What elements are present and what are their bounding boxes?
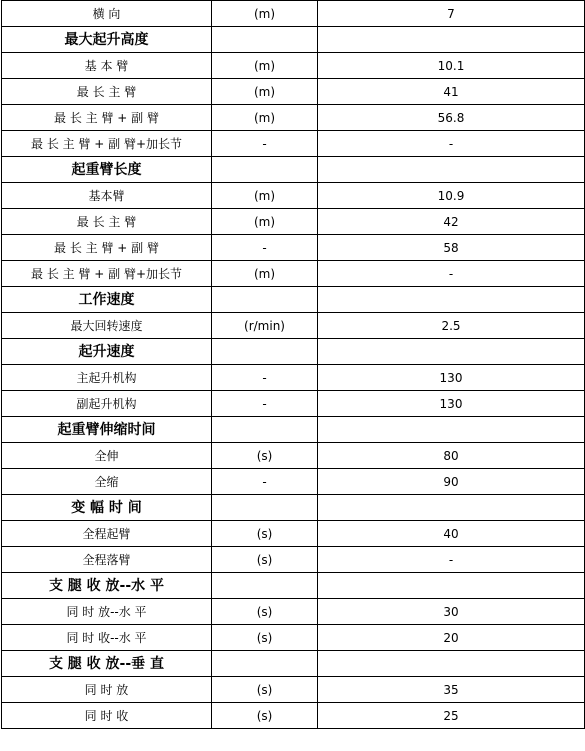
cell-label: 最 长 主 臂 + 副 臂+加长节 xyxy=(2,131,212,157)
section-header-row xyxy=(2,157,585,183)
cell-unit: (s) xyxy=(212,677,318,703)
cell-label: 最大回转速度 xyxy=(2,313,212,339)
table-row xyxy=(2,547,585,573)
cell-unit xyxy=(212,417,318,443)
table-row xyxy=(2,261,585,287)
cell-label: 基本臂 xyxy=(2,183,212,209)
table-row xyxy=(2,131,585,157)
cell-value: 80 xyxy=(318,443,585,469)
cell-unit: (s) xyxy=(212,521,318,547)
cell-label: 最 长 主 臂 + 副 臂 xyxy=(2,235,212,261)
cell-value: 35 xyxy=(318,677,585,703)
cell-unit xyxy=(212,495,318,521)
cell-unit: (m) xyxy=(212,209,318,235)
cell-label: 同 时 放 xyxy=(2,677,212,703)
table-row xyxy=(2,625,585,651)
spec-table-body xyxy=(2,1,585,729)
cell-value: 20 xyxy=(318,625,585,651)
cell-value xyxy=(318,573,585,599)
table-row xyxy=(2,521,585,547)
cell-value: 10.1 xyxy=(318,53,585,79)
cell-unit: (s) xyxy=(212,547,318,573)
cell-unit: (m) xyxy=(212,79,318,105)
section-header-row xyxy=(2,417,585,443)
cell-unit xyxy=(212,339,318,365)
cell-unit xyxy=(212,287,318,313)
table-row xyxy=(2,209,585,235)
table-row xyxy=(2,599,585,625)
cell-unit: (s) xyxy=(212,443,318,469)
cell-value: 58 xyxy=(318,235,585,261)
cell-unit: - xyxy=(212,235,318,261)
cell-label: 全伸 xyxy=(2,443,212,469)
cell-unit: (s) xyxy=(212,703,318,729)
cell-value: - xyxy=(318,547,585,573)
cell-unit: - xyxy=(212,131,318,157)
cell-unit: (s) xyxy=(212,599,318,625)
cell-value: 90 xyxy=(318,469,585,495)
section-title: 起升速度 xyxy=(2,339,212,365)
table-row xyxy=(2,677,585,703)
cell-label: 全程落臂 xyxy=(2,547,212,573)
cell-value: - xyxy=(318,261,585,287)
cell-unit xyxy=(212,573,318,599)
table-row xyxy=(2,53,585,79)
cell-unit: - xyxy=(212,391,318,417)
table-row xyxy=(2,105,585,131)
cell-label: 最 长 主 臂 + 副 臂+加长节 xyxy=(2,261,212,287)
cell-label: 最 长 主 臂 + 副 臂 xyxy=(2,105,212,131)
cell-value: 130 xyxy=(318,391,585,417)
cell-unit xyxy=(212,651,318,677)
cell-value: 42 xyxy=(318,209,585,235)
cell-label: 基 本 臂 xyxy=(2,53,212,79)
cell-unit: (m) xyxy=(212,183,318,209)
cell-label: 副起升机构 xyxy=(2,391,212,417)
cell-label: 横 向 xyxy=(2,1,212,27)
cell-unit: (s) xyxy=(212,625,318,651)
table-row xyxy=(2,365,585,391)
cell-label: 最 长 主 臂 xyxy=(2,79,212,105)
cell-label: 主起升机构 xyxy=(2,365,212,391)
cell-label: 全缩 xyxy=(2,469,212,495)
table-row xyxy=(2,443,585,469)
cell-unit: - xyxy=(212,365,318,391)
cell-unit: (r/min) xyxy=(212,313,318,339)
cell-unit: (m) xyxy=(212,53,318,79)
cell-value: 2.5 xyxy=(318,313,585,339)
section-header-row xyxy=(2,651,585,677)
cell-value: 41 xyxy=(318,79,585,105)
section-header-row xyxy=(2,339,585,365)
section-header-row xyxy=(2,495,585,521)
cell-value: 7 xyxy=(318,1,585,27)
table-row xyxy=(2,235,585,261)
cell-value: 130 xyxy=(318,365,585,391)
cell-unit xyxy=(212,27,318,53)
cell-value: 56.8 xyxy=(318,105,585,131)
cell-value xyxy=(318,651,585,677)
cell-label: 同 时 放--水 平 xyxy=(2,599,212,625)
cell-value xyxy=(318,495,585,521)
cell-value xyxy=(318,157,585,183)
section-title: 起重臂伸缩时间 xyxy=(2,417,212,443)
cell-value: - xyxy=(318,131,585,157)
cell-unit: - xyxy=(212,469,318,495)
cell-label: 最 长 主 臂 xyxy=(2,209,212,235)
section-title: 最大起升高度 xyxy=(2,27,212,53)
cell-label: 全程起臂 xyxy=(2,521,212,547)
table-row xyxy=(2,313,585,339)
cell-value: 40 xyxy=(318,521,585,547)
table-row xyxy=(2,183,585,209)
section-header-row xyxy=(2,573,585,599)
table-row xyxy=(2,391,585,417)
cell-unit: (m) xyxy=(212,105,318,131)
section-title: 支 腿 收 放--水 平 xyxy=(2,573,212,599)
cell-value: 10.9 xyxy=(318,183,585,209)
cell-value xyxy=(318,287,585,313)
cell-label: 同 时 收 xyxy=(2,703,212,729)
table-row xyxy=(2,469,585,495)
section-title: 变 幅 时 间 xyxy=(2,495,212,521)
section-title: 工作速度 xyxy=(2,287,212,313)
section-title: 起重臂长度 xyxy=(2,157,212,183)
cell-value xyxy=(318,417,585,443)
cell-unit xyxy=(212,157,318,183)
cell-value: 25 xyxy=(318,703,585,729)
table-row xyxy=(2,1,585,27)
cell-value xyxy=(318,27,585,53)
section-title: 支 腿 收 放--垂 直 xyxy=(2,651,212,677)
cell-unit: (m) xyxy=(212,261,318,287)
cell-value xyxy=(318,339,585,365)
section-header-row xyxy=(2,287,585,313)
section-header-row xyxy=(2,27,585,53)
cell-label: 同 时 收--水 平 xyxy=(2,625,212,651)
table-row xyxy=(2,79,585,105)
cell-value: 30 xyxy=(318,599,585,625)
spec-table xyxy=(1,0,585,729)
cell-unit: (m) xyxy=(212,1,318,27)
table-row xyxy=(2,703,585,729)
